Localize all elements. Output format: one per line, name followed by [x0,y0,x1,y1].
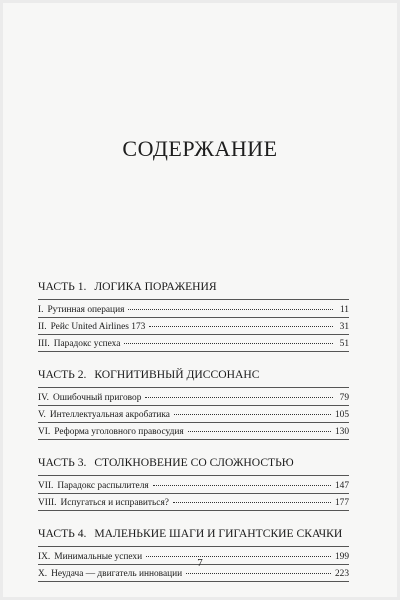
chapter-number: VIII. [38,498,57,508]
chapter-number: VI. [38,427,51,437]
dot-leader [186,573,331,574]
part-2-chapters [38,389,349,440]
part-1-chapters [38,301,349,352]
chapter-title: Испугаться и исправиться? [60,498,169,508]
part-title: ЛОГИКА ПОРАЖЕНИЯ [94,280,217,293]
table-of-contents [38,278,349,596]
chapter-title: Парадокс успеха [53,339,121,349]
toc-entry[interactable] [38,494,349,511]
chapter-number: II. [38,322,47,332]
chapter-page: 11 [339,305,349,315]
chapter-title: Неудача — двигатель инновации [51,569,183,579]
dot-leader [145,397,333,398]
chapter-page: 105 [334,410,349,420]
part-number: ЧАСТЬ 1. [38,280,87,293]
dot-leader [188,431,331,432]
chapter-title: Парадокс распылителя [57,481,149,491]
chapter-title: Ошибочный приговор [53,393,142,403]
part-heading-3 [38,454,349,476]
page-title: СОДЕРЖАНИЕ [122,136,278,161]
part-heading-2 [38,366,349,388]
toc-entry[interactable] [38,406,349,423]
part-number: ЧАСТЬ 4. [38,527,87,540]
chapter-title: Реформа уголовного правосудия [54,427,184,437]
dot-leader [173,502,331,503]
chapter-page: 177 [334,498,349,508]
page-number: 7 [197,557,203,569]
toc-entry[interactable] [38,477,349,494]
chapter-number: IV. [38,393,50,403]
chapter-title: Минимальные успехи [54,552,143,562]
chapter-page: 147 [334,481,349,491]
part-title: СТОЛКНОВЕНИЕ СО СЛОЖНОСТЬЮ [94,456,294,469]
chapter-number: I. [38,305,44,315]
part-3-chapters [38,477,349,511]
dot-leader [153,485,331,486]
part-title: МАЛЕНЬКИЕ ШАГИ И ГИГАНТСКИЕ СКАЧКИ [94,527,343,540]
dot-leader [128,309,333,310]
book-page [3,3,397,597]
dot-leader [174,414,331,415]
chapter-number: III. [38,339,50,349]
part-title: КОГНИТИВНЫЙ ДИССОНАНС [94,368,260,381]
chapter-page: 130 [334,427,349,437]
chapter-title: Рутинная операция [47,305,125,315]
toc-entry[interactable] [38,389,349,406]
toc-entry[interactable] [38,301,349,318]
toc-entry[interactable] [38,423,349,440]
toc-entry[interactable] [38,318,349,335]
chapter-page: 79 [339,393,349,403]
chapter-title: Интеллектуальная акробатика [49,410,170,420]
part-number: ЧАСТЬ 3. [38,456,87,469]
chapter-page: 51 [339,339,349,349]
chapter-number: X. [38,569,48,579]
chapter-number: V. [38,410,46,420]
part-number: ЧАСТЬ 2. [38,368,87,381]
chapter-number: VII. [38,481,54,491]
part-heading-4 [38,525,349,547]
part-heading-1 [38,278,349,300]
dot-leader [149,326,333,327]
chapter-page: 199 [334,552,349,562]
chapter-number: IX. [38,552,51,562]
dot-leader [124,343,333,344]
chapter-page: 31 [339,322,349,332]
chapter-title: Рейс United Airlines 173 [50,322,146,332]
chapter-page: 223 [334,569,349,579]
toc-entry[interactable] [38,335,349,352]
